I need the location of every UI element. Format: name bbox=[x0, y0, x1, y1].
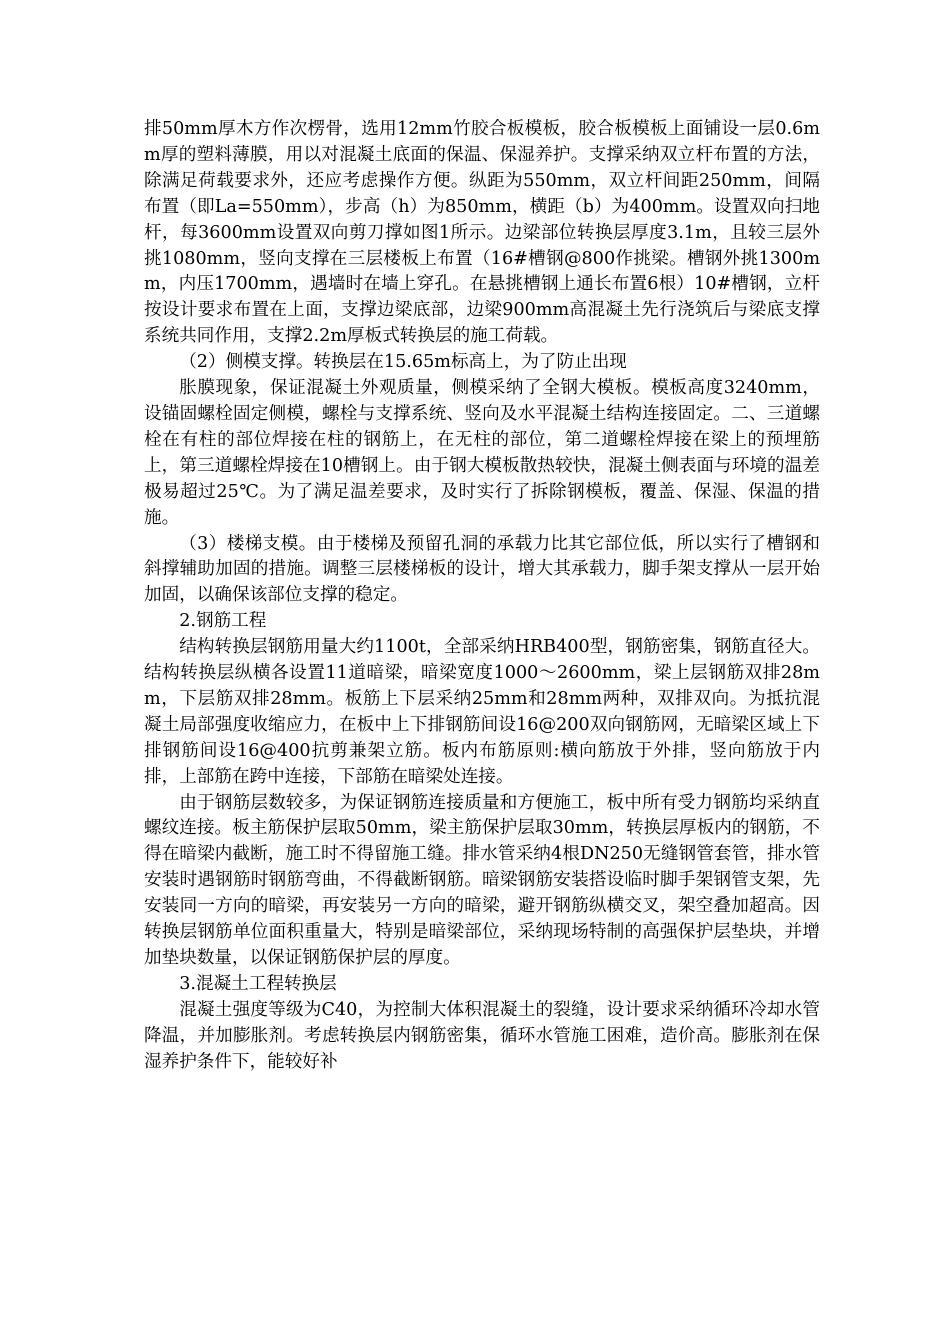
document-page bbox=[144, 117, 820, 1076]
body-paragraph: 结构转换层钢筋用量大约1100t，全部采纳HRB400型，钢筋密集，钢筋直径大。结构转换层纵横各设置11道暗梁，暗梁宽度1000～2600mm，梁上层钢筋双排28mm，下层筋双排28mm。板筋上下层采纳25mm和28mm两种，双排双向。为抵抗混凝土局部强度收缩应力，在板中上下排钢筋间设16@200双向钢筋网，无暗梁区域上下排钢筋间设16@400抗剪兼架立筋。板内布筋原则:横向筋放于外排，竖向筋放于内排，上部筋在跨中连接，下部筋在暗梁处连接。 bbox=[144, 637, 820, 787]
body-paragraph: 由于钢筋层数较多，为保证钢筋连接质量和方便施工，板中所有受力钢筋均采纳直螺纹连接。板主筋保护层取50mm，梁主筋保护层取30mm，转换层厚板内的钢筋，不得在暗梁内截断，施工时不得留施工缝。排水管采纳4根DN250无缝钢管套管，排水管安装时遇钢筋时钢筋弯曲，不得截断钢筋。暗梁钢筋安装搭设临时脚手架钢管支架，先安装同一方向的暗梁，再安装另一方向的暗梁，避开钢筋纵横交叉，架空叠加超高。因转换层钢筋单位面积重量大，特别是暗梁部位，采纳现场特制的高强保护层垫块，并增加垫块数量，以保证钢筋保护层的厚度。 bbox=[144, 792, 820, 968]
body-paragraph: 混凝土强度等级为C40，为控制大体积混凝土的裂缝，设计要求采纳循环冷却水管降温，并加膨胀剂。考虑转换层内钢筋密集，循环水管施工困难，造价高。膨胀剂在保湿养护条件下，能较好补 bbox=[144, 999, 820, 1072]
body-paragraph: （3）楼梯支模。由于楼梯及预留孔洞的承载力比其它部位低，所以实行了槽钢和斜撑辅助加固的措施。调整三层楼梯板的设计，增大其承载力，脚手架支撑从一层开始加固，以确保该部位支撑的稳定。 bbox=[144, 533, 820, 606]
body-paragraph: 排50mm厚木方作次楞骨，选用12mm竹胶合板模板，胶合板模板上面铺设一层0.6mm厚的塑料薄膜，用以对混凝土底面的保温、保湿养护。支撑采纳双立杆布置的方法，除满足荷载要求外，还应考虑操作方便。纵距为550mm，双立杆间距250mm，间隔布置（即La=550mm），步高（h）为850mm，横距（b）为400mm。设置双向扫地杆，每3600mm设置双向剪刀撑如图1所示。边梁部位转换层厚度3.1m，且较三层外挑1080mm，竖向支撑在三层楼板上布置（16#槽钢@800作挑梁。槽钢外挑1300mm，内压1700mm，遇墙时在墙上穿孔。在悬挑槽钢上通长布置6根）10#槽钢，立杆按设计要求布置在上面，支撑边梁底部，边梁900mm高混凝土先行浇筑后与梁底支撑系统共同作用，支撑2.2m厚板式转换层的施工荷载。 bbox=[144, 119, 820, 347]
body-paragraph: （2）侧模支撑。转换层在15.65m标高上，为了防止出现 bbox=[179, 352, 627, 373]
section-heading: 2.钢筋工程 bbox=[179, 611, 267, 632]
body-paragraph: 胀膜现象，保证混凝土外观质量，侧模采纳了全钢大模板。模板高度3240mm，设锚固螺栓固定侧模，螺栓与支撑系统、竖向及水平混凝土结构连接固定。二、三道螺栓在有柱的部位焊接在柱的钢筋上，在无柱的部位，第二道螺栓焊接在梁上的预埋筋上，第三道螺栓焊接在10槽钢上。由于钢大模板散热较快，混凝土侧表面与环境的温差极易超过25℃。为了满足温差要求，及时实行了拆除钢模板，覆盖、保湿、保温的措施。 bbox=[144, 378, 820, 528]
section-heading: 3.混凝土工程转换层 bbox=[179, 973, 337, 994]
